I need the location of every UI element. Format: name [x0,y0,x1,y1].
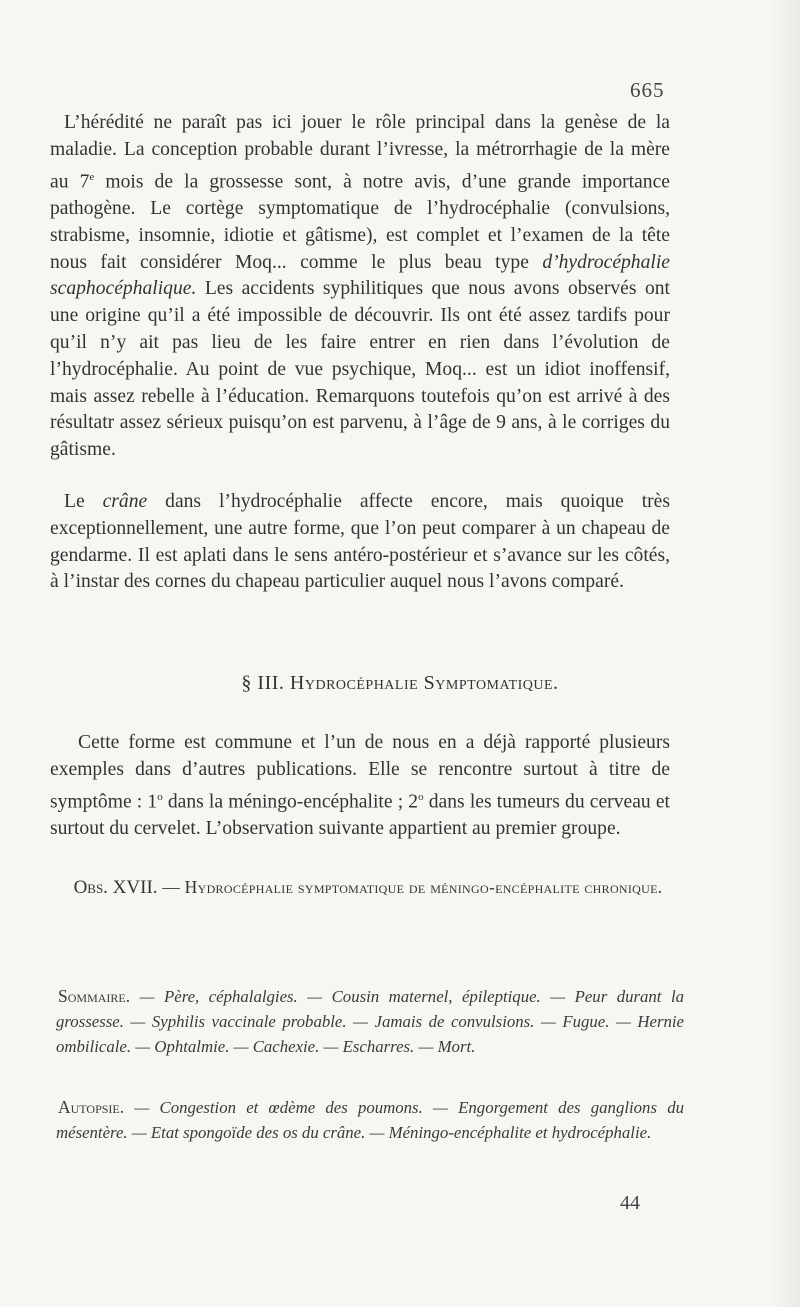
section-title: Hydrocéphalie Symptomatique. [289,672,559,694]
p1-text-c: Les accidents syphilitiques que nous avons observés ont une origine qu’il a été impossible de découvrir. Ils ont été assez tardifs pour qu’il n’y ait pas lieu de les faire entrer en rien dans l’évolution de l’hydrocéphalie. Au point de vue psychique, Moq... est un idiot inoffensif, mais assez rebelle à l’éducation. Remarquons toutefois qu’on est arrivé à des résultatr assez sérieux puisqu’on est parvenu, à l’âge de 9 ans, à le corriges du gâtisme. [50,278,670,461]
page-number: 665 [630,78,665,102]
p3-text-c: dans les tumeurs du cerveau et surtout du cervelet. L’observation suivante appartient au premier groupe. [50,791,670,839]
paragraph-heredity [50,110,670,464]
observation-number: Obs. XVII. [73,877,158,898]
signature-mark: 44 [620,1192,640,1214]
p1-superscript: e [89,170,95,183]
paragraph-symptomatic [50,730,670,843]
observation-heading [58,873,678,902]
summary-block [56,984,684,1059]
section-heading [0,672,800,695]
p3-superscript-1: o [157,790,163,803]
p3-text-a: Cette forme est commune et l’un de nous en a déjà rapporté plusieurs exemples dans d’autres publications. Elle se rencontre surtout à titre de symptôme : 1 [50,732,670,813]
summary-text: — Père, céphalalgies. — Cousin maternel, épileptique. — Peur durant la grossesse. — Syphilis vaccinale probable. — Jamais de convulsions. — Fugue. — Hernie ombilicale. — Ophtalmie. — Cachexie. — Escharres. — Mort. [56,987,684,1056]
autopsy-text: — Congestion et œdème des poumons. — Engorgement des ganglions du mésentère. — Etat spongoïde des os du crâne. — Méningo-encéphalite et hydrocéphalie. [56,1098,684,1142]
autopsy-label: Autopsie. [58,1097,125,1117]
observation-title: — Hydrocéphalie symptomatique de méningo-encéphalite chronique. [157,877,663,897]
page-edge-shading [770,0,800,1307]
p3-text-b: dans la méningo-encéphalite ; 2 [162,791,419,813]
summary-label: Sommaire. [58,986,131,1006]
p2-text-b: dans l’hydrocéphalie affecte encore, mais quoique très exceptionnellement, une autre forme, que l’on peut comparer à un chapeau de gendarme. Il est aplati dans le sens antéro-postérieur et s’avance sur les côtés, à l’instar des cornes du chapeau particulier auquel nous l’avons comparé. [50,491,670,593]
autopsy-block [56,1095,684,1145]
p1-italic-term: d’hydrocéphalie scaphocéphalique. [50,251,670,300]
p2-text-a: Le [64,491,103,512]
p1-text-b: mois de la grossesse sont, à notre avis, d’une grande importance pathogène. Le cortège symptomatique de l’hydrocéphalie (convulsions, strabisme, insomnie, idiotie et gâtisme), est complet et l’examen de la tête nous fait considérer Moq... comme le plus beau type [50,171,670,273]
paragraph-skull [50,489,670,596]
section-mark: § III. [241,672,290,694]
p3-superscript-2: o [418,790,424,803]
p2-italic-term: crâne [102,491,148,512]
p1-text-a: L’hérédité ne paraît pas ici jouer le rôle principal dans la genèse de la maladie. La conception probable durant l’ivresse, la métrorrhagie de la mère au 7 [50,112,670,193]
